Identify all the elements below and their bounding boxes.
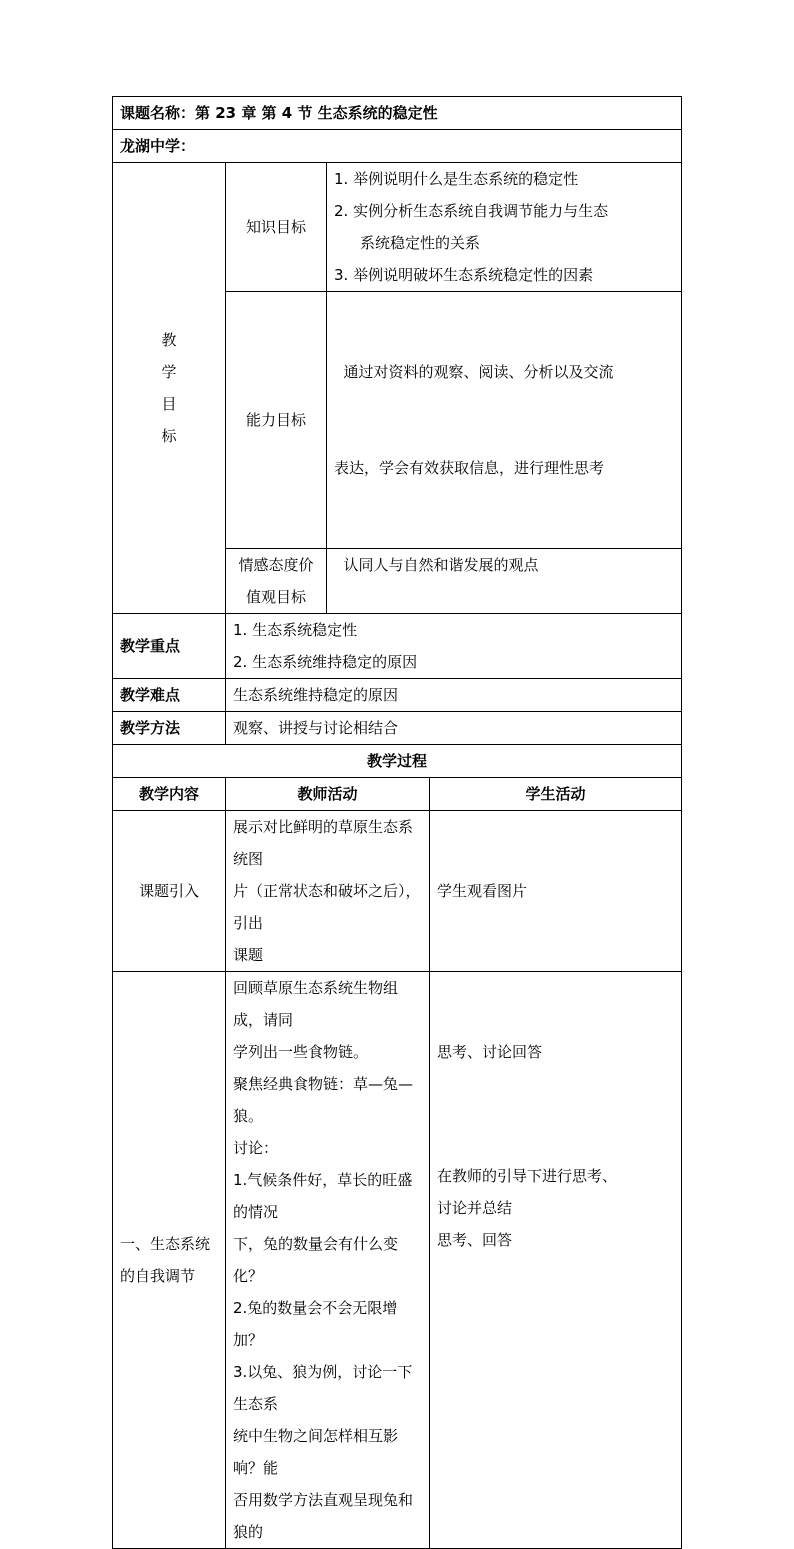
objectives-label-char: 标 (161, 427, 177, 445)
section1-teacher-line: 下，兔的数量会有什么变化？ (233, 1235, 399, 1285)
intro-row (113, 811, 682, 972)
difficulty-content: 生态系统维持稳定的原因 (226, 679, 682, 712)
header-student: 学生活动 (430, 778, 682, 811)
ability-goal-label: 能力目标 (226, 292, 327, 549)
knowledge-goal-item: 系统稳定性的关系 (360, 234, 481, 252)
key-point-item: 2. 生态系统维持稳定的原因 (233, 653, 418, 671)
section1-student-line: 思考、回答 (437, 1231, 513, 1249)
knowledge-goal-item: 2. 实例分析生态系统自我调节能力与生态 (334, 202, 609, 220)
intro-teacher-line: 课题 (233, 946, 264, 964)
lesson-plan-table (112, 96, 682, 1549)
section1-teacher-line: 否用数学方法直观呈现兔和狼的 (233, 1491, 414, 1541)
lesson-title: 课题名称：第 23 章 第 4 节 生态系统的稳定性 (113, 97, 682, 130)
section1-teacher-line: 讨论： (233, 1139, 279, 1157)
method-row (113, 712, 682, 745)
method-content: 观察、讲授与讨论相结合 (226, 712, 682, 745)
section1-teacher-activity (226, 972, 430, 1549)
section1-student-line (437, 1004, 674, 1036)
emotion-goal-label-line: 情感态度价 (238, 556, 314, 574)
section1-content (113, 972, 226, 1549)
header-teacher: 教师活动 (226, 778, 430, 811)
difficulty-label: 教学难点 (113, 679, 226, 712)
section1-teacher-line: 1.气候条件好，草长的旺盛的情况 (233, 1171, 413, 1221)
section1-teacher-line: 聚焦经典食物链：草—兔—狼。 (233, 1075, 414, 1125)
section1-student-line: 思考、讨论回答 (437, 1043, 543, 1061)
difficulty-row (113, 679, 682, 712)
section1-teacher-line: 3.以兔、狼为例，讨论一下生态系 (233, 1363, 413, 1413)
section1-student-line (437, 1100, 674, 1132)
objectives-label (113, 163, 226, 614)
emotion-goal-label (226, 549, 327, 614)
objectives-label-char: 教 (161, 331, 177, 349)
school-row (113, 130, 682, 163)
ability-goal-content (327, 292, 682, 549)
school-name: 龙湖中学： (113, 130, 682, 163)
section1-content-line: 的自我调节 (120, 1267, 196, 1285)
knowledge-goal-label: 知识目标 (226, 163, 327, 292)
process-title-row (113, 745, 682, 778)
key-points-content (226, 614, 682, 679)
knowledge-goal-content (327, 163, 682, 292)
objectives-label-char: 目 (161, 395, 177, 413)
intro-teacher-line: 片（正常状态和破坏之后），引出 (233, 882, 421, 932)
section1-student-line (437, 1256, 674, 1280)
key-points-label: 教学重点 (113, 614, 226, 679)
key-point-item: 1. 生态系统稳定性 (233, 621, 358, 639)
section1-student-line (437, 1132, 674, 1160)
section1-teacher-line: 回顾草原生态系统生物组成，请同 (233, 979, 399, 1029)
key-points-row (113, 614, 682, 679)
section1-student-line (437, 972, 674, 1004)
title-row (113, 97, 682, 130)
section1-student-line (437, 1068, 674, 1100)
header-content: 教学内容 (113, 778, 226, 811)
intro-student-activity: 学生观看图片 (430, 811, 682, 972)
intro-teacher-line: 展示对比鲜明的草原生态系统图 (233, 818, 414, 868)
method-label: 教学方法 (113, 712, 226, 745)
emotion-goal-content: 认同人与自然和谐发展的观点 (327, 549, 682, 614)
section1-teacher-line: 2.兔的数量会不会无限增加？ (233, 1299, 398, 1349)
section1-student-line: 讨论并总结 (437, 1199, 513, 1217)
intro-content: 课题引入 (113, 811, 226, 972)
knowledge-goal-item: 3. 举例说明破坏生态系统稳定性的因素 (334, 266, 594, 284)
knowledge-goal-item: 1. 举例说明什么是生态系统的稳定性 (334, 170, 579, 188)
section1-teacher-line: 学列出一些食物链。 (233, 1043, 369, 1061)
section1-student-line: 在教师的引导下进行思考、 (437, 1167, 618, 1185)
intro-teacher-activity (226, 811, 430, 972)
section1-teacher-line: 统中生物之间怎样相互影响？能 (233, 1427, 399, 1477)
objectives-knowledge-row (113, 163, 682, 292)
section1-row (113, 972, 682, 1549)
process-header-row (113, 778, 682, 811)
emotion-goal-label-line: 值观目标 (245, 588, 306, 606)
ability-goal-line: 表达，学会有效获取信息，进行理性思考 (334, 459, 605, 477)
section1-student-activity (430, 972, 682, 1549)
section1-content-line: 一、生态系统 (120, 1235, 211, 1253)
objectives-label-char: 学 (161, 363, 177, 381)
process-title: 教学过程 (113, 745, 682, 778)
ability-goal-line: 通过对资料的观察、阅读、分析以及交流 (334, 363, 614, 381)
